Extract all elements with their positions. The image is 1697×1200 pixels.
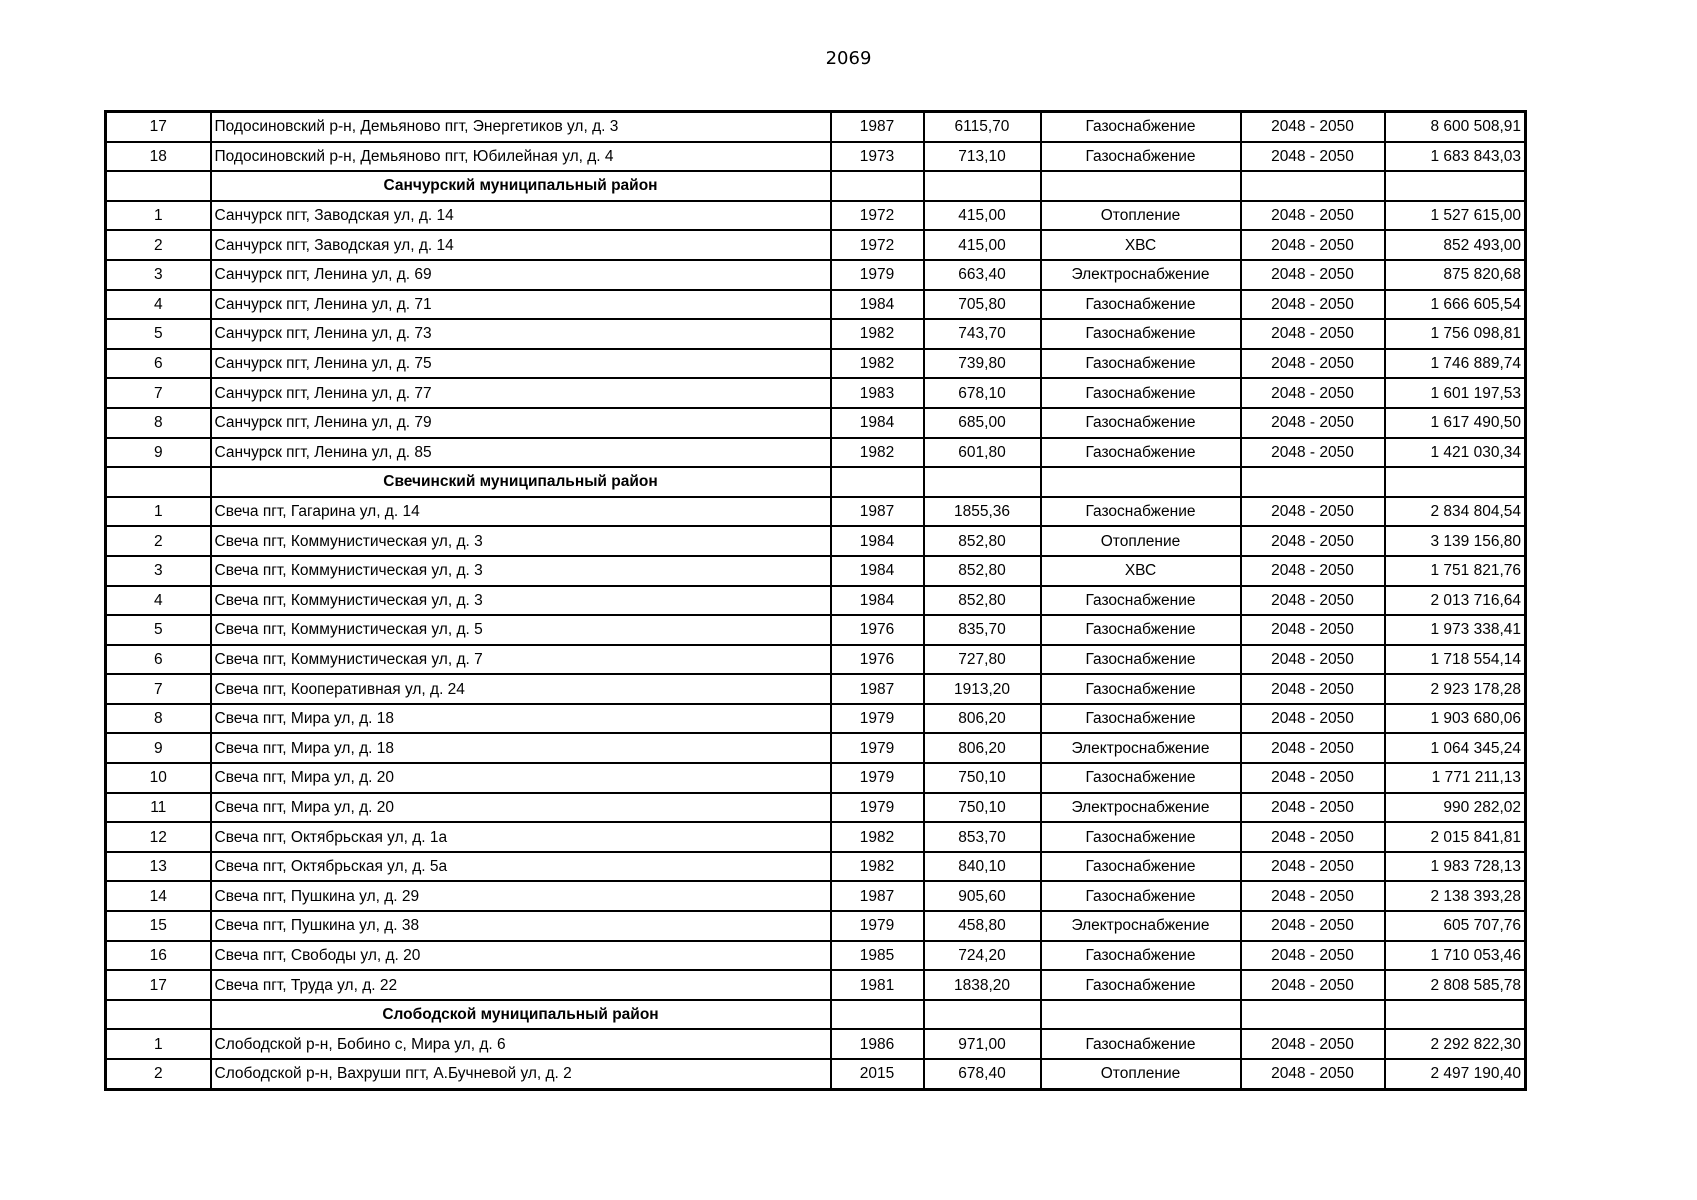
empty-cell [1241,171,1385,201]
period-cell: 2048 - 2050 [1241,763,1385,793]
address-cell: Свеча пгт, Мира ул, д. 18 [211,733,831,763]
row-number-cell: 17 [106,970,211,1000]
system-cell: Электроснабжение [1041,260,1241,290]
row-number-cell: 6 [106,349,211,379]
row-number-cell: 3 [106,260,211,290]
address-cell: Свеча пгт, Свободы ул, д. 20 [211,941,831,971]
row-number-cell: 7 [106,378,211,408]
cost-cell: 1 903 680,06 [1385,704,1526,734]
year-cell: 1979 [831,733,924,763]
year-cell: 1982 [831,852,924,882]
area-cell: 971,00 [924,1029,1041,1059]
address-cell: Свеча пгт, Кооперативная ул, д. 24 [211,674,831,704]
system-cell: Электроснабжение [1041,733,1241,763]
row-number-cell: 18 [106,142,211,172]
period-cell: 2048 - 2050 [1241,704,1385,734]
system-cell: Газоснабжение [1041,941,1241,971]
empty-cell [924,467,1041,497]
area-cell: 727,80 [924,645,1041,675]
row-number-cell: 16 [106,941,211,971]
address-cell: Санчурск пгт, Ленина ул, д. 77 [211,378,831,408]
empty-cell [1385,1000,1526,1030]
period-cell: 2048 - 2050 [1241,970,1385,1000]
cost-cell: 8 600 508,91 [1385,112,1526,142]
system-cell: Газоснабжение [1041,1029,1241,1059]
period-cell: 2048 - 2050 [1241,1029,1385,1059]
table-row [106,615,1526,645]
cost-cell: 1 771 211,13 [1385,763,1526,793]
period-cell: 2048 - 2050 [1241,556,1385,586]
year-cell: 1983 [831,378,924,408]
period-cell: 2048 - 2050 [1241,941,1385,971]
area-cell: 415,00 [924,230,1041,260]
year-cell: 1979 [831,704,924,734]
area-cell: 705,80 [924,290,1041,320]
period-cell: 2048 - 2050 [1241,260,1385,290]
address-cell: Слободской р-н, Бобино с, Мира ул, д. 6 [211,1029,831,1059]
table-row [106,941,1526,971]
row-number-cell: 5 [106,319,211,349]
address-cell: Санчурск пгт, Ленина ул, д. 71 [211,290,831,320]
address-cell: Санчурск пгт, Ленина ул, д. 69 [211,260,831,290]
system-cell: Газоснабжение [1041,674,1241,704]
row-number-cell: 12 [106,822,211,852]
system-cell: Газоснабжение [1041,970,1241,1000]
row-number-cell: 15 [106,911,211,941]
year-cell: 2015 [831,1059,924,1089]
district-name: Свечинский муниципальный район [211,467,831,497]
table-body [106,112,1526,1090]
empty-cell [1241,467,1385,497]
system-cell: Газоснабжение [1041,142,1241,172]
year-cell: 1982 [831,349,924,379]
period-cell: 2048 - 2050 [1241,230,1385,260]
period-cell: 2048 - 2050 [1241,615,1385,645]
system-cell: Газоснабжение [1041,615,1241,645]
row-number-cell: 2 [106,1059,211,1089]
cost-cell: 1 683 843,03 [1385,142,1526,172]
area-cell: 458,80 [924,911,1041,941]
cost-cell: 1 718 554,14 [1385,645,1526,675]
table-row [106,1059,1526,1089]
row-number-cell: 14 [106,881,211,911]
table-row [106,586,1526,616]
area-cell: 852,80 [924,586,1041,616]
cost-cell: 1 746 889,74 [1385,349,1526,379]
period-cell: 2048 - 2050 [1241,290,1385,320]
area-cell: 713,10 [924,142,1041,172]
table-row [106,645,1526,675]
system-cell: Газоснабжение [1041,822,1241,852]
year-cell: 1982 [831,438,924,468]
year-cell: 1982 [831,822,924,852]
row-number-cell: 6 [106,645,211,675]
area-cell: 1838,20 [924,970,1041,1000]
row-number-cell: 13 [106,852,211,882]
address-cell: Свеча пгт, Пушкина ул, д. 29 [211,881,831,911]
row-number-cell: 8 [106,704,211,734]
empty-cell [1241,1000,1385,1030]
period-cell: 2048 - 2050 [1241,378,1385,408]
area-cell: 678,10 [924,378,1041,408]
empty-cell [106,467,211,497]
area-cell: 835,70 [924,615,1041,645]
system-cell: Газоснабжение [1041,378,1241,408]
empty-cell [1385,171,1526,201]
cost-cell: 1 751 821,76 [1385,556,1526,586]
period-cell: 2048 - 2050 [1241,112,1385,142]
period-cell: 2048 - 2050 [1241,881,1385,911]
row-number-cell: 4 [106,290,211,320]
address-cell: Подосиновский р-н, Демьяново пгт, Энергетиков ул, д. 3 [211,112,831,142]
empty-cell [1041,171,1241,201]
row-number-cell: 5 [106,615,211,645]
year-cell: 1976 [831,615,924,645]
row-number-cell: 2 [106,230,211,260]
area-cell: 750,10 [924,793,1041,823]
cost-cell: 2 292 822,30 [1385,1029,1526,1059]
cost-cell: 1 421 030,34 [1385,438,1526,468]
year-cell: 1987 [831,674,924,704]
period-cell: 2048 - 2050 [1241,526,1385,556]
system-cell: Газоснабжение [1041,852,1241,882]
area-cell: 6115,70 [924,112,1041,142]
address-cell: Санчурск пгт, Ленина ул, д. 75 [211,349,831,379]
address-cell: Слободской р-н, Вахруши пгт, А.Бучневой ул, д. 2 [211,1059,831,1089]
year-cell: 1984 [831,556,924,586]
cost-cell: 2 834 804,54 [1385,497,1526,527]
period-cell: 2048 - 2050 [1241,645,1385,675]
system-cell: Газоснабжение [1041,112,1241,142]
row-number-cell: 1 [106,1029,211,1059]
table-row [106,763,1526,793]
system-cell: Газоснабжение [1041,586,1241,616]
table-row [106,378,1526,408]
row-number-cell: 10 [106,763,211,793]
system-cell: Газоснабжение [1041,408,1241,438]
row-number-cell: 17 [106,112,211,142]
year-cell: 1982 [831,319,924,349]
cost-cell: 2 138 393,28 [1385,881,1526,911]
year-cell: 1984 [831,290,924,320]
empty-cell [831,467,924,497]
year-cell: 1979 [831,763,924,793]
table-row [106,438,1526,468]
area-cell: 806,20 [924,733,1041,763]
area-cell: 743,70 [924,319,1041,349]
system-cell: Отопление [1041,1059,1241,1089]
system-cell: Отопление [1041,526,1241,556]
year-cell: 1984 [831,408,924,438]
period-cell: 2048 - 2050 [1241,822,1385,852]
system-cell: Электроснабжение [1041,793,1241,823]
table-row [106,319,1526,349]
system-cell: Газоснабжение [1041,881,1241,911]
cost-cell: 1 527 615,00 [1385,201,1526,231]
table-row [106,526,1526,556]
empty-cell [924,171,1041,201]
period-cell: 2048 - 2050 [1241,1059,1385,1089]
year-cell: 1981 [831,970,924,1000]
year-cell: 1986 [831,1029,924,1059]
district-name: Слободской муниципальный район [211,1000,831,1030]
cost-cell: 2 923 178,28 [1385,674,1526,704]
table-row [106,349,1526,379]
year-cell: 1973 [831,142,924,172]
period-cell: 2048 - 2050 [1241,911,1385,941]
cost-cell: 2 015 841,81 [1385,822,1526,852]
area-cell: 852,80 [924,526,1041,556]
table-row [106,852,1526,882]
address-cell: Санчурск пгт, Заводская ул, д. 14 [211,230,831,260]
address-cell: Свеча пгт, Труда ул, д. 22 [211,970,831,1000]
address-cell: Свеча пгт, Октябрьская ул, д. 5а [211,852,831,882]
system-cell: ХВС [1041,230,1241,260]
row-number-cell: 2 [106,526,211,556]
address-cell: Свеча пгт, Коммунистическая ул, д. 5 [211,615,831,645]
empty-cell [1385,467,1526,497]
table-row [106,674,1526,704]
year-cell: 1976 [831,645,924,675]
empty-cell [1041,467,1241,497]
table-row [106,881,1526,911]
area-cell: 663,40 [924,260,1041,290]
district-name: Санчурский муниципальный район [211,171,831,201]
year-cell: 1987 [831,497,924,527]
row-number-cell: 9 [106,733,211,763]
address-cell: Подосиновский р-н, Демьяново пгт, Юбилейная ул, д. 4 [211,142,831,172]
period-cell: 2048 - 2050 [1241,733,1385,763]
table-row [106,556,1526,586]
area-cell: 1913,20 [924,674,1041,704]
address-cell: Свеча пгт, Коммунистическая ул, д. 7 [211,645,831,675]
empty-cell [831,171,924,201]
address-cell: Санчурск пгт, Ленина ул, д. 85 [211,438,831,468]
area-cell: 750,10 [924,763,1041,793]
cost-cell: 1 617 490,50 [1385,408,1526,438]
table-row [106,408,1526,438]
repair-schedule-table [104,110,1527,1091]
empty-cell [1041,1000,1241,1030]
address-cell: Санчурск пгт, Заводская ул, д. 14 [211,201,831,231]
address-cell: Свеча пгт, Гагарина ул, д. 14 [211,497,831,527]
year-cell: 1987 [831,881,924,911]
area-cell: 840,10 [924,852,1041,882]
area-cell: 739,80 [924,349,1041,379]
cost-cell: 1 983 728,13 [1385,852,1526,882]
year-cell: 1987 [831,112,924,142]
cost-cell: 875 820,68 [1385,260,1526,290]
empty-cell [106,1000,211,1030]
cost-cell: 990 282,02 [1385,793,1526,823]
table-row [106,497,1526,527]
system-cell: Газоснабжение [1041,319,1241,349]
address-cell: Свеча пгт, Коммунистическая ул, д. 3 [211,586,831,616]
table-row [106,112,1526,142]
cost-cell: 1 064 345,24 [1385,733,1526,763]
area-cell: 724,20 [924,941,1041,971]
table-row [106,822,1526,852]
district-header-row [106,1000,1526,1030]
district-header-row [106,171,1526,201]
address-cell: Свеча пгт, Коммунистическая ул, д. 3 [211,526,831,556]
table-row [106,230,1526,260]
address-cell: Свеча пгт, Коммунистическая ул, д. 3 [211,556,831,586]
cost-cell: 2 013 716,64 [1385,586,1526,616]
area-cell: 678,40 [924,1059,1041,1089]
area-cell: 905,60 [924,881,1041,911]
system-cell: Газоснабжение [1041,497,1241,527]
empty-cell [831,1000,924,1030]
cost-cell: 1 710 053,46 [1385,941,1526,971]
system-cell: Газоснабжение [1041,290,1241,320]
cost-cell: 1 601 197,53 [1385,378,1526,408]
row-number-cell: 1 [106,497,211,527]
cost-cell: 1 666 605,54 [1385,290,1526,320]
row-number-cell: 7 [106,674,211,704]
cost-cell: 605 707,76 [1385,911,1526,941]
row-number-cell: 8 [106,408,211,438]
table-row [106,911,1526,941]
area-cell: 685,00 [924,408,1041,438]
table-row [106,142,1526,172]
period-cell: 2048 - 2050 [1241,497,1385,527]
address-cell: Свеча пгт, Мира ул, д. 20 [211,763,831,793]
address-cell: Свеча пгт, Мира ул, д. 20 [211,793,831,823]
empty-cell [924,1000,1041,1030]
year-cell: 1979 [831,911,924,941]
cost-cell: 2 497 190,40 [1385,1059,1526,1089]
area-cell: 806,20 [924,704,1041,734]
system-cell: Электроснабжение [1041,911,1241,941]
district-header-row [106,467,1526,497]
row-number-cell: 3 [106,556,211,586]
period-cell: 2048 - 2050 [1241,586,1385,616]
year-cell: 1979 [831,260,924,290]
area-cell: 853,70 [924,822,1041,852]
year-cell: 1972 [831,201,924,231]
table-row [106,704,1526,734]
year-cell: 1984 [831,526,924,556]
period-cell: 2048 - 2050 [1241,793,1385,823]
year-cell: 1972 [831,230,924,260]
area-cell: 1855,36 [924,497,1041,527]
table-row [106,260,1526,290]
address-cell: Санчурск пгт, Ленина ул, д. 73 [211,319,831,349]
table-row [106,733,1526,763]
period-cell: 2048 - 2050 [1241,674,1385,704]
area-cell: 601,80 [924,438,1041,468]
address-cell: Санчурск пгт, Ленина ул, д. 79 [211,408,831,438]
row-number-cell: 11 [106,793,211,823]
system-cell: ХВС [1041,556,1241,586]
period-cell: 2048 - 2050 [1241,438,1385,468]
table-row [106,201,1526,231]
address-cell: Свеча пгт, Пушкина ул, д. 38 [211,911,831,941]
table-row [106,1029,1526,1059]
year-cell: 1979 [831,793,924,823]
system-cell: Газоснабжение [1041,349,1241,379]
period-cell: 2048 - 2050 [1241,852,1385,882]
area-cell: 415,00 [924,201,1041,231]
page-number: 2069 [825,48,872,69]
table-row [106,793,1526,823]
period-cell: 2048 - 2050 [1241,349,1385,379]
system-cell: Газоснабжение [1041,763,1241,793]
system-cell: Отопление [1041,201,1241,231]
cost-cell: 3 139 156,80 [1385,526,1526,556]
period-cell: 2048 - 2050 [1241,408,1385,438]
table-row [106,290,1526,320]
area-cell: 852,80 [924,556,1041,586]
system-cell: Газоснабжение [1041,438,1241,468]
address-cell: Свеча пгт, Октябрьская ул, д. 1а [211,822,831,852]
cost-cell: 2 808 585,78 [1385,970,1526,1000]
row-number-cell: 9 [106,438,211,468]
year-cell: 1985 [831,941,924,971]
cost-cell: 852 493,00 [1385,230,1526,260]
address-cell: Свеча пгт, Мира ул, д. 18 [211,704,831,734]
system-cell: Газоснабжение [1041,645,1241,675]
row-number-cell: 1 [106,201,211,231]
period-cell: 2048 - 2050 [1241,142,1385,172]
row-number-cell: 4 [106,586,211,616]
cost-cell: 1 756 098,81 [1385,319,1526,349]
period-cell: 2048 - 2050 [1241,319,1385,349]
table-row [106,970,1526,1000]
empty-cell [106,171,211,201]
period-cell: 2048 - 2050 [1241,201,1385,231]
cost-cell: 1 973 338,41 [1385,615,1526,645]
year-cell: 1984 [831,586,924,616]
system-cell: Газоснабжение [1041,704,1241,734]
